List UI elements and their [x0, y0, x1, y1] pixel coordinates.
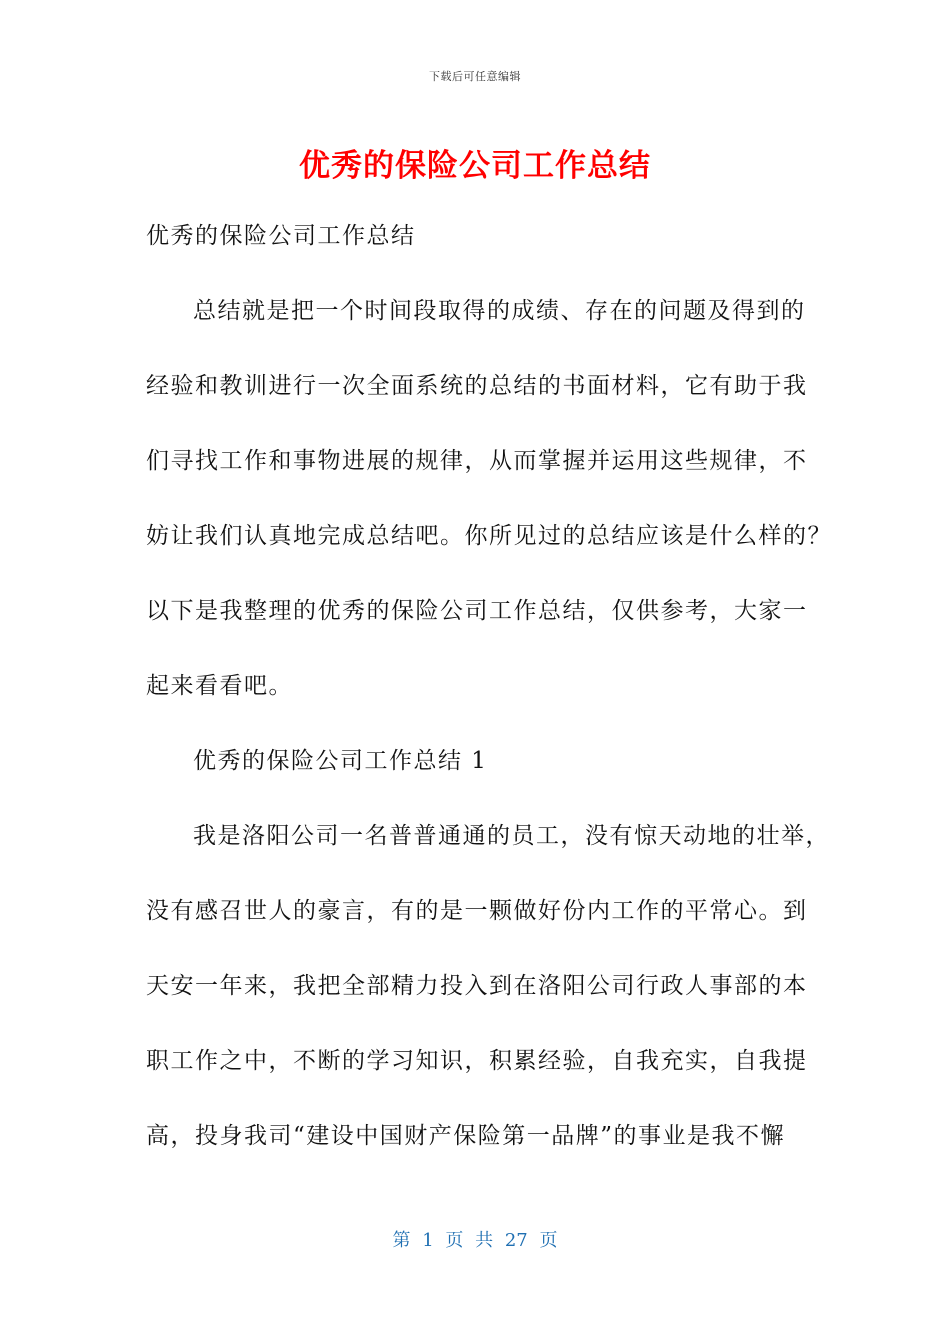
document-body	[146, 199, 832, 1174]
paragraph-line: 高，投身我司“建设中国财产保险第一品牌”的事业是我不懈	[146, 1123, 786, 1149]
document-title: 优秀的保险公司工作总结	[299, 148, 651, 184]
paragraph-line: 职工作之中，不断的学习知识，积累经验，自我充实，自我提	[146, 1048, 808, 1074]
paragraph-line: 天安一年来，我把全部精力投入到在洛阳公司行政人事部的本	[146, 973, 808, 999]
paragraph-line: 妨让我们认真地完成总结吧。你所见过的总结应该是什么样的？	[146, 523, 832, 549]
subtitle-line: 优秀的保险公司工作总结	[146, 223, 416, 249]
paragraph-line: 没有感召世人的豪言，有的是一颗做好份内工作的平常心。到	[146, 898, 808, 924]
paragraph-line: 我是洛阳公司一名普普通通的员工，没有惊天动地的壮举，	[193, 823, 830, 849]
section-heading: 优秀的保险公司工作总结 1	[193, 748, 488, 774]
paragraph-line: 们寻找工作和事物进展的规律，从而掌握并运用这些规律，不	[146, 448, 808, 474]
page-number: 第 1 页 共 27 页	[392, 1230, 558, 1251]
paragraph-line: 总结就是把一个时间段取得的成绩、存在的问题及得到的	[193, 298, 806, 324]
download-note: 下载后可任意编辑	[429, 70, 521, 83]
paragraph-line: 以下是我整理的优秀的保险公司工作总结，仅供参考，大家一	[146, 598, 808, 624]
paragraph-line: 起来看看吧。	[146, 673, 293, 699]
paragraph-line: 经验和教训进行一次全面系统的总结的书面材料，它有助于我	[146, 373, 808, 399]
